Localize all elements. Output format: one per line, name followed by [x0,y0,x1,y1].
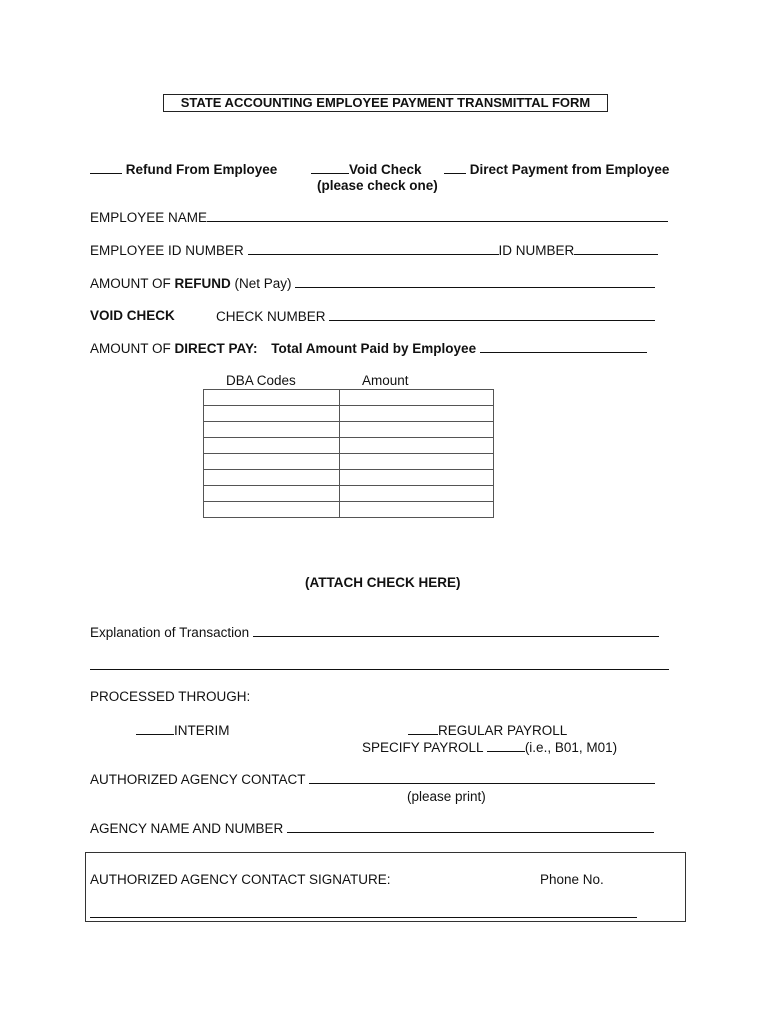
direct-checkline[interactable] [444,161,466,174]
table-row [204,470,494,486]
total-paid-label: Total Amount Paid by Employee [271,341,477,356]
direct-label: Direct Payment from Employee [469,162,670,177]
explanation-label: Explanation of Transaction [90,625,250,640]
amount-cell[interactable] [340,454,494,470]
amount-refund-field[interactable] [295,275,655,288]
amount-refund-row [90,275,655,291]
amount-cell[interactable] [340,486,494,502]
dba-code-cell[interactable] [204,422,340,438]
dba-code-cell[interactable] [204,438,340,454]
amount-cell[interactable] [340,406,494,422]
explanation-row-2 [90,657,669,673]
direct-pay-prefix: AMOUNT OF [90,341,171,356]
interim-label: INTERIM [174,723,230,738]
direct-pay-bold: DIRECT PAY: [174,341,258,356]
check-number-label: CHECK NUMBER [216,309,326,324]
employee-name-field[interactable] [207,209,668,222]
interim-checkline[interactable] [136,722,174,735]
regular-payroll-option[interactable] [408,722,567,738]
agency-row [90,820,654,836]
amount-refund-prefix: AMOUNT OF [90,276,171,291]
agency-field[interactable] [287,820,654,833]
regular-payroll-checkline[interactable] [408,722,438,735]
table-row [204,390,494,406]
void-label: Void Check [349,162,422,177]
amount-cell[interactable] [340,470,494,486]
specify-payroll-hint: (i.e., B01, M01) [524,740,618,755]
total-paid-field[interactable] [480,340,647,353]
specify-payroll-row [362,739,617,755]
signature-field[interactable] [90,905,637,918]
check-one-note: (please check one) [317,178,438,193]
signature-label: AUTHORIZED AGENCY CONTACT SIGNATURE: [90,872,391,887]
specify-payroll-label: SPECIFY PAYROLL [362,740,484,755]
dba-code-cell[interactable] [204,486,340,502]
contact-label: AUTHORIZED AGENCY CONTACT [90,772,306,787]
contact-row [90,771,655,787]
void-checkline[interactable] [311,161,349,174]
amount-cell[interactable] [340,502,494,518]
direct-pay-row [90,340,647,356]
dba-codes-header: DBA Codes [226,373,296,388]
table-row [204,454,494,470]
employee-id-field[interactable] [248,242,499,255]
refund-option[interactable] [90,161,277,177]
signature-row [90,905,637,921]
amount-cell[interactable] [340,438,494,454]
table-row [204,486,494,502]
attach-check-note: (ATTACH CHECK HERE) [305,575,461,590]
dba-code-cell[interactable] [204,406,340,422]
explanation-row [90,624,659,640]
dba-code-cell[interactable] [204,470,340,486]
amount-refund-bold: REFUND [174,276,231,291]
employee-name-label: EMPLOYEE NAME [90,210,208,225]
refund-label: Refund From Employee [125,162,278,177]
amount-cell[interactable] [340,390,494,406]
contact-field[interactable] [309,771,655,784]
table-row [204,438,494,454]
void-option[interactable] [311,161,422,177]
id-number-field[interactable] [574,242,658,255]
direct-option[interactable] [444,161,669,177]
amount-refund-suffix: (Net Pay) [234,276,292,291]
id-number-label: ID NUMBER [498,243,575,258]
employee-id-label: EMPLOYEE ID NUMBER [90,243,244,258]
table-row [204,422,494,438]
table-row [204,502,494,518]
please-print-note: (please print) [407,789,486,804]
interim-option[interactable] [136,722,230,738]
explanation-field-2[interactable] [90,657,669,670]
refund-checkline[interactable] [90,161,122,174]
dba-code-cell[interactable] [204,390,340,406]
void-check-label: VOID CHECK [90,308,175,323]
form-title: STATE ACCOUNTING EMPLOYEE PAYMENT TRANSMITTAL FORM [163,94,608,112]
dba-table [203,389,494,518]
processed-through-label: PROCESSED THROUGH: [90,689,251,704]
table-row [204,406,494,422]
employee-id-row [90,242,658,258]
specify-payroll-field[interactable] [487,739,525,752]
dba-code-cell[interactable] [204,454,340,470]
phone-label: Phone No. [540,872,604,887]
employee-name-row [90,209,668,225]
check-number-row [216,308,655,324]
amount-header: Amount [362,373,409,388]
regular-payroll-label: REGULAR PAYROLL [438,723,568,738]
amount-cell[interactable] [340,422,494,438]
agency-label: AGENCY NAME AND NUMBER [90,821,284,836]
check-number-field[interactable] [329,308,655,321]
explanation-field[interactable] [253,624,659,637]
dba-code-cell[interactable] [204,502,340,518]
